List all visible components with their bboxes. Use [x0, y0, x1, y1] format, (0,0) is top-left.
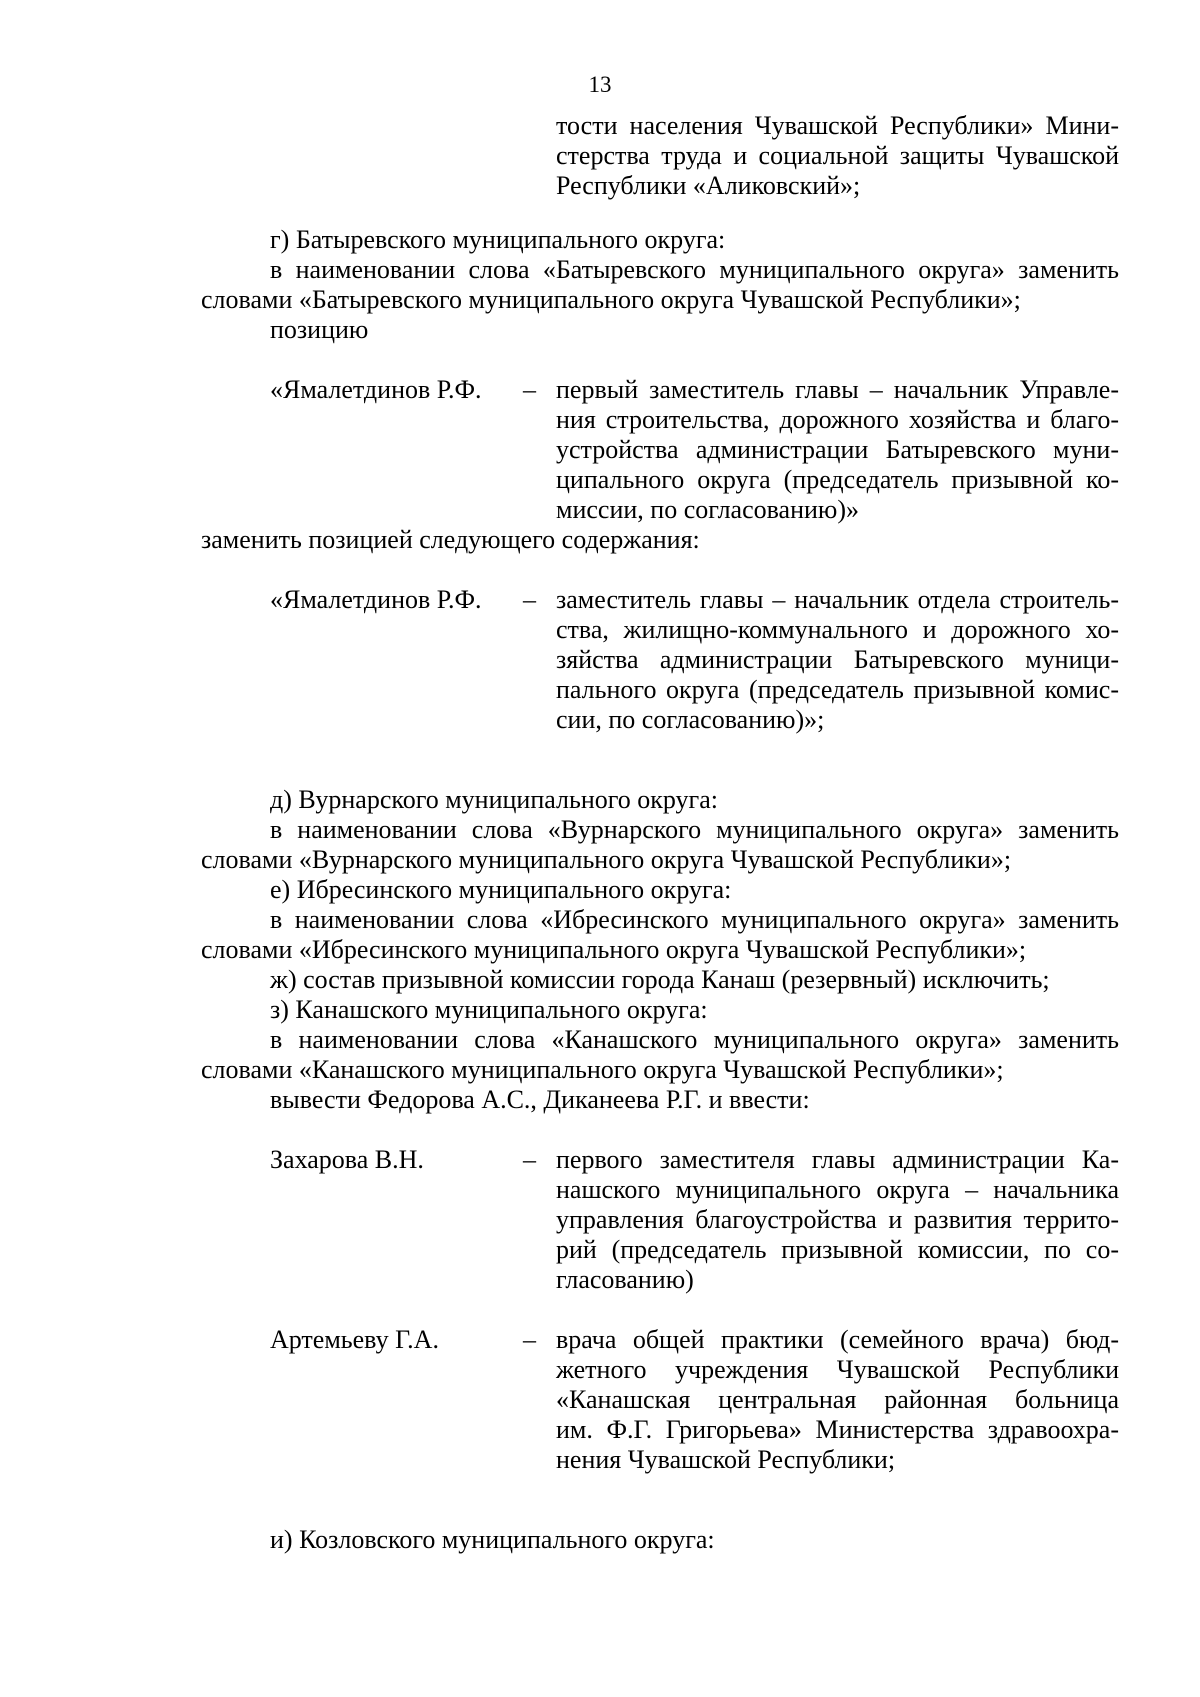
section-e-line-1: в наименовании слова «Ибресинского муниципального округа» заменить	[270, 905, 1119, 934]
intro-line-2: стерства труда и социальной защиты Чувашской	[556, 141, 1119, 170]
entry-description-line: ния строительства, дорожного хозяйства и благо-	[556, 405, 1119, 434]
entry-dash: –	[523, 1325, 536, 1354]
entry-description-line: сии, по согласованию)»;	[556, 705, 825, 734]
entry-description-line: первого заместителя главы администрации Ка-	[556, 1145, 1119, 1174]
entry-description-line: врача общей практики (семейного врача) бюд-	[556, 1325, 1119, 1354]
section-g-position-word: позицию	[270, 315, 369, 344]
entry-description	[556, 585, 1119, 735]
entry-description	[556, 375, 1119, 525]
section-g-rename-line-2: словами «Батыревского муниципального округа Чувашской Республики»;	[201, 285, 1021, 314]
entry-description-line: первый заместитель главы – начальник Управле-	[556, 375, 1119, 404]
entry-description	[556, 1145, 1119, 1295]
entry-description-line: устройства администрации Батыревского муни-	[556, 435, 1119, 464]
section-g-rename-line-1: в наименовании слова «Батыревского муниципального округа» заменить	[270, 255, 1119, 284]
intro-line-1: тости населения Чувашской Республики» Мини-	[556, 111, 1119, 140]
entry-description-line: «Канашская центральная районная больница	[556, 1385, 1119, 1414]
entry-name: Артемьеву Г.А.	[270, 1325, 439, 1354]
entry-description-line: нения Чувашской Республики;	[556, 1445, 896, 1474]
entry-description-line: гласованию)	[556, 1265, 694, 1294]
entry-dash: –	[523, 585, 536, 614]
entry-name: «Ямалетдинов Р.Ф.	[270, 375, 482, 404]
section-g-heading: г) Батыревского муниципального округа:	[270, 225, 726, 254]
intro-line-3: Республики «Аликовский»;	[556, 171, 861, 200]
entry-description-line: пального округа (председатель призывной комис-	[556, 675, 1119, 704]
section-zh-text: ж) состав призывной комиссии города Канаш (резервный) исключить;	[270, 965, 1050, 994]
entry-dash: –	[523, 1145, 536, 1174]
section-d-line-1: в наименовании слова «Вурнарского муниципального округа» заменить	[270, 815, 1119, 844]
page-number: 13	[588, 72, 612, 97]
entry-dash: –	[523, 375, 536, 404]
entry-description-line: нашского муниципального округа – начальника	[556, 1175, 1119, 1204]
section-z-line-2: словами «Канашского муниципального округа Чувашской Республики»;	[201, 1055, 1004, 1084]
section-z-heading: з) Канашского муниципального округа:	[270, 995, 708, 1024]
section-d-line-2: словами «Вурнарского муниципального округа Чувашской Республики»;	[201, 845, 1012, 874]
section-e-line-2: словами «Ибресинского муниципального округа Чувашской Республики»;	[201, 935, 1027, 964]
entry-description	[556, 1325, 1119, 1475]
section-g-replace-text: заменить позицией следующего содержания:	[201, 525, 700, 554]
entry-description-line: ства, жилищно-коммунального и дорожного хо-	[556, 615, 1119, 644]
section-d-heading: д) Вурнарского муниципального округа:	[270, 785, 718, 814]
entry-name: «Ямалетдинов Р.Ф.	[270, 585, 482, 614]
entry-description-line: им. Ф.Г. Григорьева» Министерства здравоохра-	[556, 1415, 1119, 1444]
entry-description-line: управления благоустройства и развития террито-	[556, 1205, 1119, 1234]
section-e-heading: е) Ибресинского муниципального округа:	[270, 875, 732, 904]
entry-description-line: жетного учреждения Чувашской Республики	[556, 1355, 1119, 1384]
entry-description-line: зяйства администрации Батыревского муници-	[556, 645, 1119, 674]
section-i-heading: и) Козловского муниципального округа:	[270, 1525, 715, 1554]
section-z-line-3: вывести Федорова А.С., Диканеева Р.Г. и ввести:	[270, 1085, 810, 1114]
entry-description-line: миссии, по согласованию)»	[556, 495, 860, 524]
entry-description-line: рий (председатель призывной комиссии, по со-	[556, 1235, 1119, 1264]
entry-name: Захарова В.Н.	[270, 1145, 424, 1174]
section-z-line-1: в наименовании слова «Канашского муниципального округа» заменить	[270, 1025, 1119, 1054]
entry-description-line: ципального округа (председатель призывной ко-	[556, 465, 1119, 494]
entry-description-line: заместитель главы – начальник отдела строитель-	[556, 585, 1119, 614]
